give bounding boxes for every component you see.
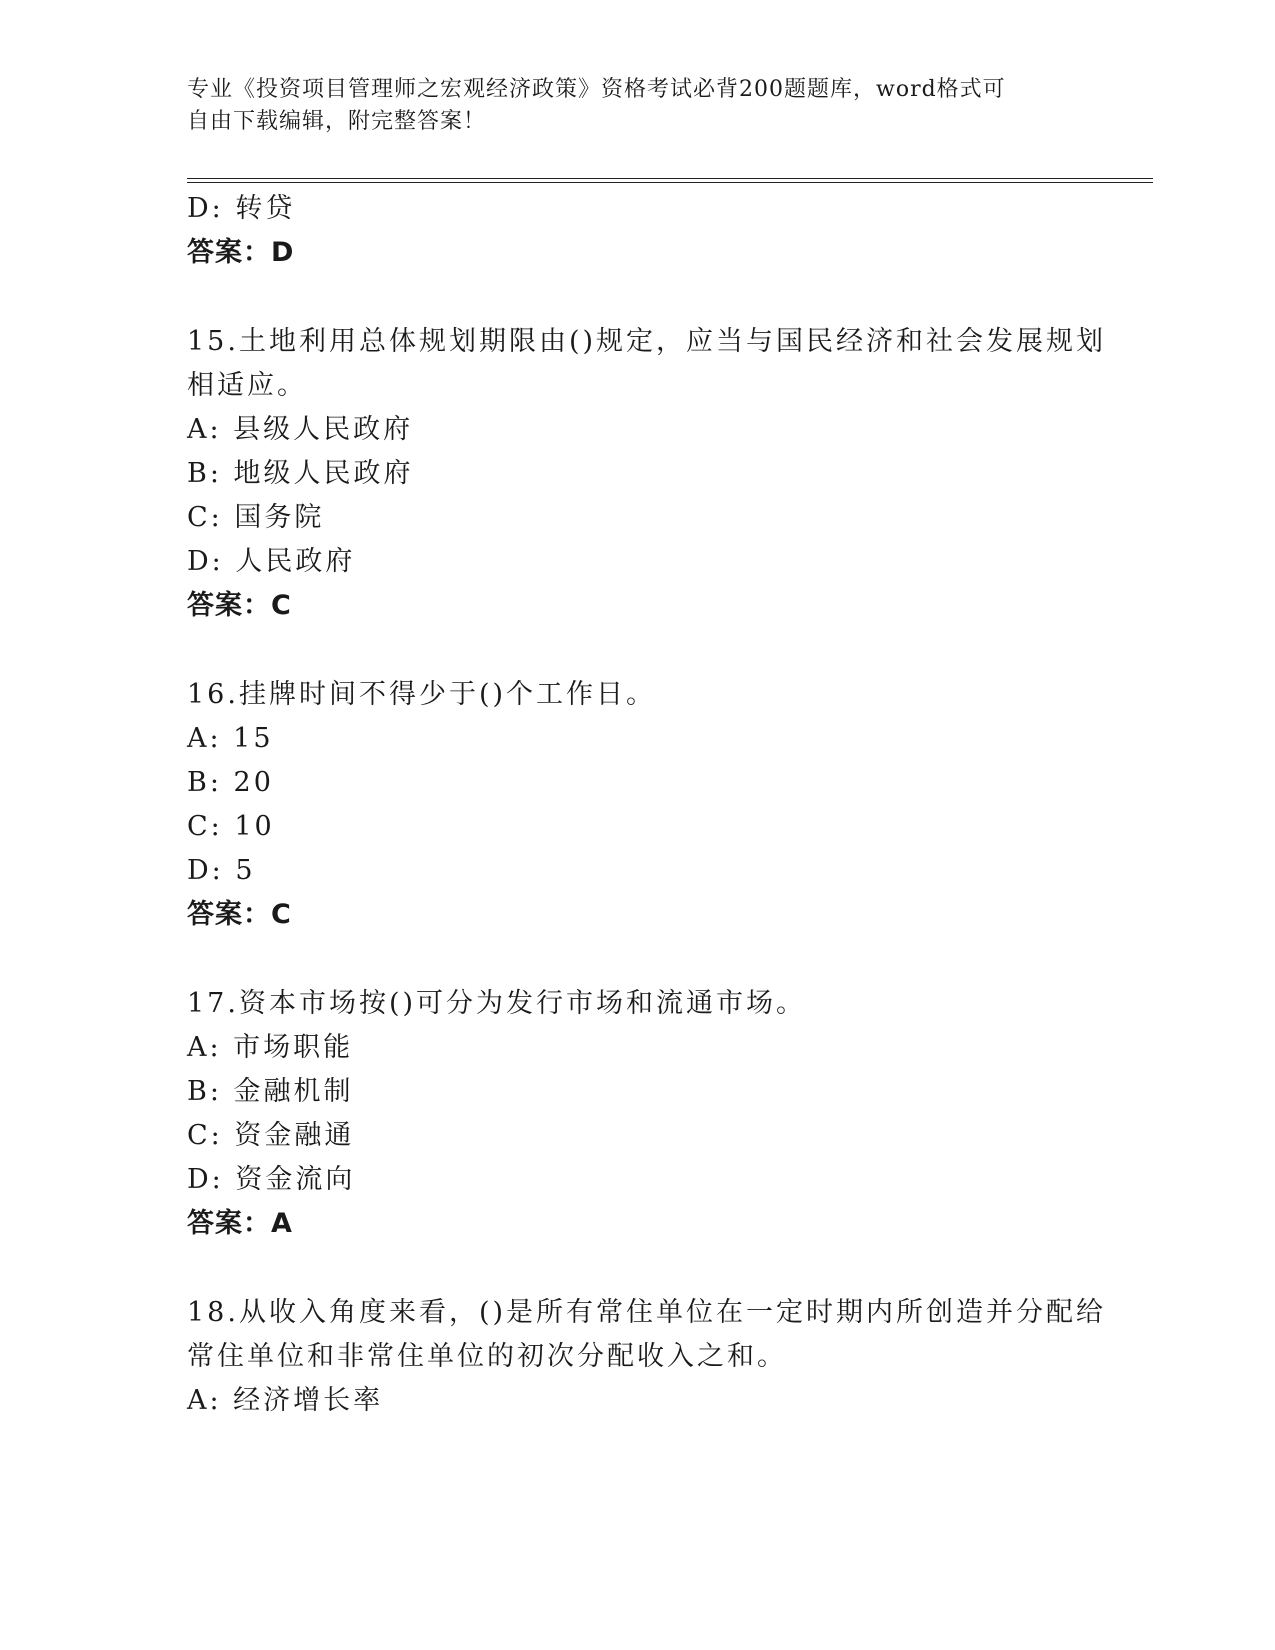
header-line-2: 自由下载编辑，附完整答案！: [187, 109, 487, 134]
document-header: [187, 74, 1067, 138]
q15-option-d: D: 人民政府: [187, 546, 356, 577]
header-divider-bottom: [187, 182, 1153, 183]
q18-stem-line-2: 常住单位和非常住单位的初次分配收入之和。: [187, 1341, 787, 1372]
header-divider-top: [187, 178, 1153, 179]
q17-option-d: D: 资金流向: [187, 1164, 356, 1195]
q16-option-c: C: 10: [187, 811, 275, 842]
q15-stem-line-2: 相适应。: [187, 370, 307, 401]
q15-option-a: A: 县级人民政府: [187, 414, 414, 445]
q17-option-a: A: 市场职能: [187, 1032, 354, 1063]
q17-option-b: B: 金融机制: [187, 1076, 354, 1107]
q16-option-a: A: 15: [187, 723, 274, 754]
q16-answer: 答案：C: [187, 899, 292, 930]
q17-option-c: C: 资金融通: [187, 1120, 355, 1151]
prev-answer: 答案：D: [187, 237, 295, 268]
q15-option-c: C: 国务院: [187, 502, 325, 533]
q16-option-b: B: 20: [187, 767, 274, 798]
prev-option-d: D: 转贷: [187, 193, 296, 224]
q17-stem-line-1: 17.资本市场按()可分为发行市场和流通市场。: [187, 988, 807, 1019]
q16-stem-line-1: 16.挂牌时间不得少于()个工作日。: [187, 679, 657, 710]
q15-stem-line-1: 15.土地利用总体规划期限由()规定，应当与国民经济和社会发展规划: [187, 326, 1107, 357]
q15-answer: 答案：C: [187, 590, 292, 621]
header-line-1: 专业《投资项目管理师之宏观经济政策》资格考试必背200题题库，word格式可: [187, 77, 1006, 102]
q16-option-d: D: 5: [187, 855, 256, 886]
q18-stem-line-1: 18.从收入角度来看，()是所有常住单位在一定时期内所创造并分配给: [187, 1297, 1107, 1328]
q17-answer: 答案：A: [187, 1208, 293, 1239]
q15-option-b: B: 地级人民政府: [187, 458, 414, 489]
q18-option-a: A: 经济增长率: [187, 1385, 384, 1416]
